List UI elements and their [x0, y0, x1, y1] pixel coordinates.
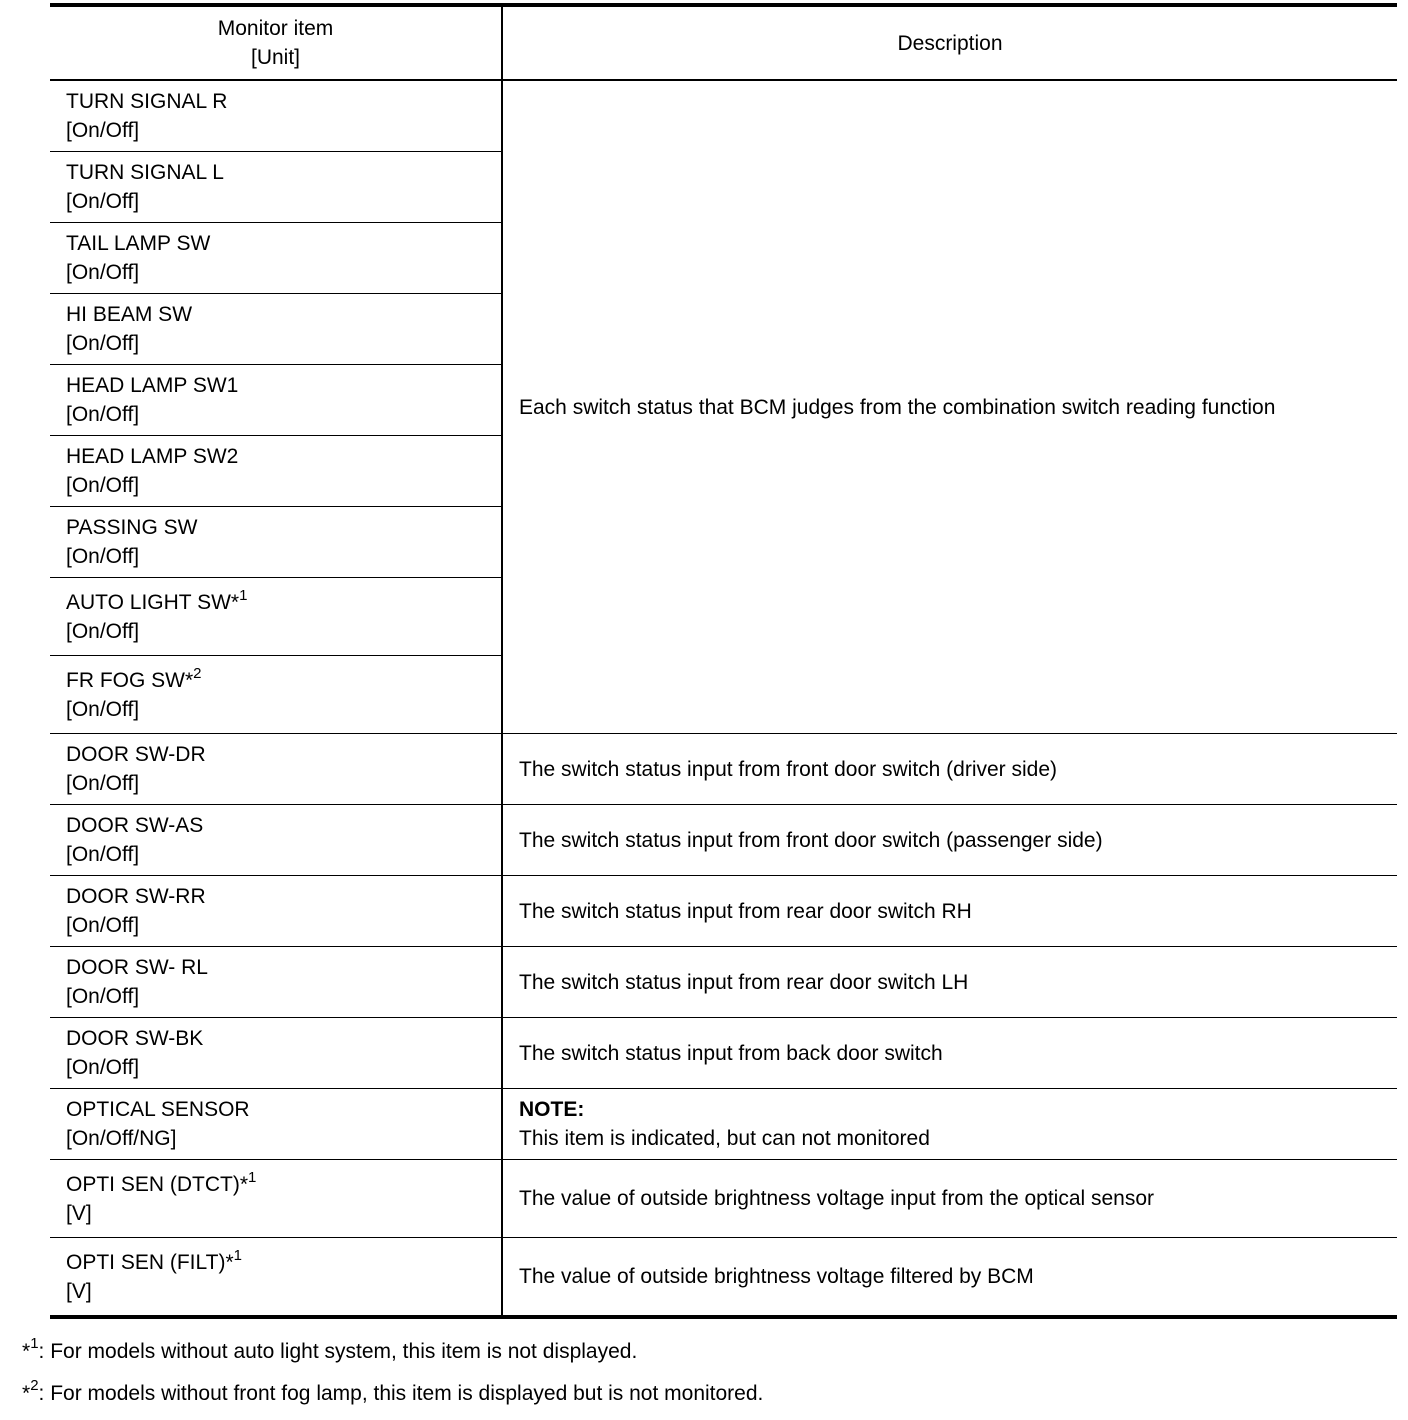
- footnote-1: [22, 1336, 763, 1378]
- monitor-item-cell: [50, 876, 502, 947]
- item-name: HEAD LAMP SW1: [66, 374, 239, 397]
- monitor-item-cell: [50, 80, 502, 152]
- item-name: OPTI SEN (DTCT)*$^1$: [66, 1168, 257, 1196]
- footnote-ref: 1: [248, 1168, 257, 1186]
- item-unit: [On/Off]: [66, 261, 140, 284]
- monitor-item-cell: [50, 1089, 502, 1160]
- item-name: DOOR SW-AS: [66, 814, 204, 837]
- item-unit: [V]: [66, 1279, 92, 1303]
- item-unit: [On/Off]: [66, 474, 140, 497]
- item-name: AUTO LIGHT SW*$^1$: [66, 586, 248, 614]
- item-name: DOOR SW- RL: [66, 956, 208, 979]
- footnote-ref: 2: [193, 664, 202, 682]
- footnote-mark: *: [22, 1340, 31, 1363]
- item-name: TAIL LAMP SW: [66, 232, 211, 255]
- monitor-item-cell: [50, 152, 502, 223]
- item-name: PASSING SW: [66, 516, 198, 539]
- monitor-item-cell: [50, 578, 502, 656]
- table-row: [50, 1160, 1397, 1238]
- footnote-number: 1: [30, 1335, 39, 1352]
- monitor-item-table-container: [50, 3, 1397, 1319]
- description-cell: The switch status input from rear door switch LH: [502, 947, 1397, 1018]
- item-name: TURN SIGNAL R: [66, 90, 228, 113]
- monitor-item-cell: [50, 805, 502, 876]
- description-cell: The value of outside brightness voltage input from the optical sensor: [502, 1160, 1397, 1238]
- item-unit: [On/Off]: [66, 772, 140, 795]
- description-cell: The switch status input from front door switch (driver side): [502, 734, 1397, 805]
- header-item-label: Monitor item: [217, 17, 334, 40]
- item-unit: [On/Off/NG]: [66, 1127, 177, 1150]
- item-unit: [On/Off]: [66, 190, 140, 213]
- item-name: FR FOG SW*$^2$: [66, 664, 202, 692]
- monitor-item-cell: [50, 223, 502, 294]
- item-name: TURN SIGNAL L: [66, 161, 224, 184]
- note-label: NOTE:: [519, 1098, 585, 1121]
- table-row: [50, 1089, 1397, 1160]
- table-row: [50, 1018, 1397, 1089]
- footnotes: [22, 1336, 763, 1420]
- item-unit: [On/Off]: [66, 332, 140, 355]
- table-header-row: [50, 5, 1397, 80]
- monitor-item-cell: [50, 734, 502, 805]
- monitor-item-cell: [50, 656, 502, 734]
- table-row: [50, 947, 1397, 1018]
- item-name: DOOR SW-DR: [66, 743, 206, 766]
- item-name: OPTI SEN (FILT)*$^1$: [66, 1246, 242, 1274]
- monitor-item-table: [50, 3, 1397, 1319]
- table-row: [50, 734, 1397, 805]
- table-row: [50, 1238, 1397, 1318]
- table-row: [50, 805, 1397, 876]
- item-name: HI BEAM SW: [66, 303, 193, 326]
- monitor-item-cell: [50, 1238, 502, 1318]
- description-cell: The switch status input from front door switch (passenger side): [502, 805, 1397, 876]
- item-unit: [On/Off]: [66, 1056, 140, 1079]
- header-description: Description: [502, 5, 1397, 80]
- footnote-text: : For models without auto light system, this item is not displayed.: [38, 1340, 638, 1363]
- monitor-item-cell: [50, 294, 502, 365]
- item-name: OPTICAL SENSOR: [66, 1098, 250, 1121]
- item-unit: [On/Off]: [66, 985, 140, 1008]
- footnote-mark: *: [22, 1382, 31, 1405]
- monitor-item-cell: [50, 947, 502, 1018]
- item-unit: [On/Off]: [66, 119, 140, 142]
- header-monitor-item: [50, 5, 502, 80]
- table-row: [50, 876, 1397, 947]
- item-unit: [On/Off]: [66, 843, 140, 866]
- item-name: DOOR SW-RR: [66, 885, 206, 908]
- footnote-2: [22, 1378, 763, 1420]
- item-name: DOOR SW-BK: [66, 1027, 204, 1050]
- item-name: HEAD LAMP SW2: [66, 445, 239, 468]
- footnote-ref: 1: [239, 586, 248, 604]
- monitor-item-cell: [50, 507, 502, 578]
- monitor-item-cell: [50, 1018, 502, 1089]
- item-unit: [On/Off]: [66, 914, 140, 937]
- table-row: [50, 80, 1397, 152]
- item-unit: [On/Off]: [66, 697, 140, 721]
- description-cell: The value of outside brightness voltage filtered by BCM: [502, 1238, 1397, 1318]
- item-unit: [V]: [66, 1201, 92, 1225]
- monitor-item-cell: [50, 365, 502, 436]
- note-text: This item is indicated, but can not monitored: [519, 1127, 930, 1150]
- monitor-item-cell: [50, 1160, 502, 1238]
- footnote-ref: 1: [233, 1246, 242, 1264]
- header-unit-label: [Unit]: [250, 46, 300, 69]
- footnote-text: : For models without front fog lamp, this item is displayed but is not monitored.: [38, 1382, 764, 1405]
- description-cell: The switch status input from rear door switch RH: [502, 876, 1397, 947]
- monitor-item-cell: [50, 436, 502, 507]
- item-unit: [On/Off]: [66, 403, 140, 426]
- footnote-number: 2: [30, 1377, 39, 1394]
- group-description-cell: Each switch status that BCM judges from the combination switch reading function: [502, 80, 1397, 734]
- item-unit: [On/Off]: [66, 545, 140, 568]
- description-cell: The switch status input from back door switch: [502, 1018, 1397, 1089]
- description-cell: [502, 1089, 1397, 1160]
- item-unit: [On/Off]: [66, 619, 140, 643]
